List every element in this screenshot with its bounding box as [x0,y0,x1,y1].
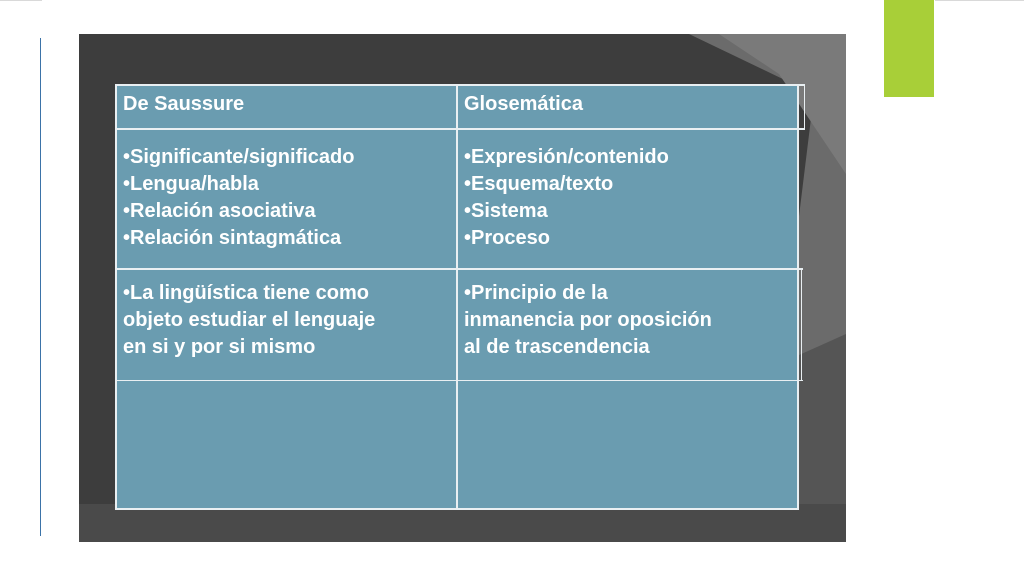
text-line: inmanencia por oposición [464,309,712,331]
list-item: •Expresión/contenido [464,146,669,168]
comparison-table [115,84,799,510]
header-divider [115,128,805,130]
header-border-right [804,84,805,130]
list-item: •Proceso [464,227,550,249]
cell-de-saussure-concepts [123,144,354,252]
list-item: •Sistema [464,200,548,222]
text-line: •La lingüística tiene como [123,282,369,304]
table-border-top [115,84,805,86]
table-border-left [115,84,117,510]
green-accent-block [884,0,934,97]
list-item: •Significante/significado [123,146,355,168]
embedded-slide-image [79,34,846,542]
cell-glosematica-principle [464,280,712,361]
list-item: •Lengua/habla [123,173,259,195]
left-vertical-rule [40,38,41,536]
text-line: •Principio de la [464,282,608,304]
row-divider-2 [115,380,803,381]
list-item: •Relación asociativa [123,200,316,222]
text-line: al de trascendencia [464,336,650,358]
table-border-right [797,84,799,510]
cell-de-saussure-principle [123,280,375,361]
list-item: •Relación sintagmática [123,227,342,249]
text-line: en si y por si mismo [123,336,316,358]
column-divider [456,84,458,510]
top-divider-right [935,0,1024,1]
text-line: objeto estudiar el lenguaje [123,309,376,331]
row-divider-1 [115,268,803,270]
top-divider-left [0,0,42,1]
row-border-right [801,268,802,380]
list-item: •Esquema/texto [464,173,614,195]
header-de-saussure: De Saussure [123,93,245,115]
cell-glosematica-concepts [464,144,669,252]
header-glosematica: Glosemática [464,93,583,115]
